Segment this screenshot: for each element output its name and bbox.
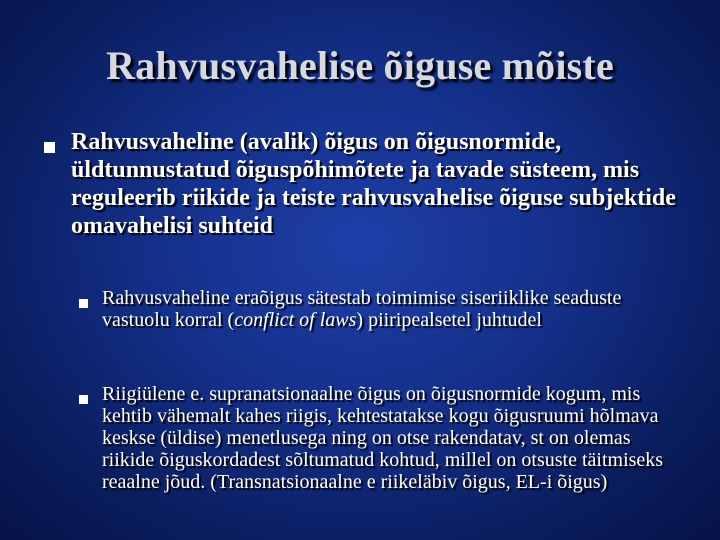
sub-bullet-text: Riigiülene e. supranatsionaalne õigus on õigusnormide kogum, mis kehtib vähemalt kahes riigis, kehtestatakse kogu õigusruumi hõlmava keskse (üldise) menetlusega ning on otse rakendatav, st on olemas riikide õiguskordadest sõltumatud kohtud, millel on otsuste täitmiseks reaalne jõud. (Transnatsionaalne e riikeläbiv õigus, EL-i õigus) [102,383,664,493]
sub-bullet-text [102,287,687,331]
square-bullet-icon [79,299,88,308]
slide-title: Rahvusvahelise õiguse mõiste [106,43,614,88]
main-bullet-text: Rahvusvaheline (avalik) õigus on õigusnormide, üldtunnustatud õiguspõhimõtete ja tavade süsteem, mis reguleerib riikide ja teiste rahvusvahelise õiguse subjektide omavahelisi suhteid [71,129,676,239]
sub-bullet-text-part: ) piiripealsetel juhtudel [356,309,542,331]
sub-bullet-italic-term: conflict of laws [234,309,357,331]
sub-bullet-text-part: Rahvusvaheline eraõigus sätestab toimimise siseriiklike seaduste vastuolu korral ( [102,287,622,331]
square-bullet-icon [79,395,88,404]
square-bullet-icon [44,142,55,153]
